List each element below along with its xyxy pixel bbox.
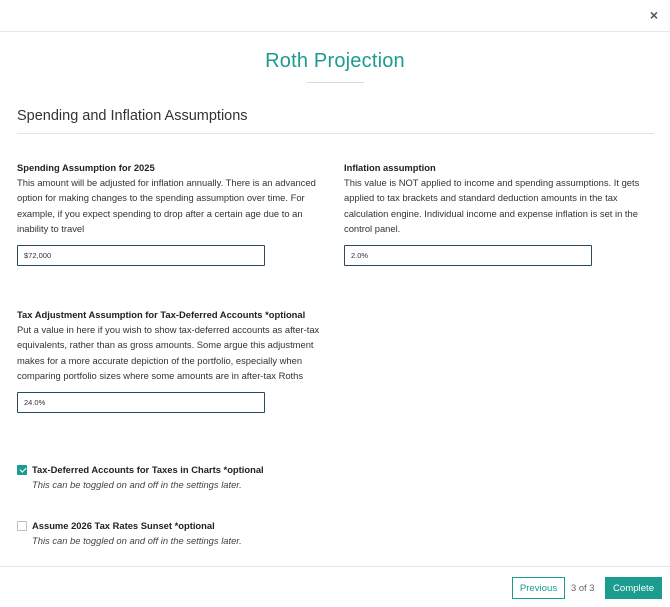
spending-assumption-input[interactable]: [17, 245, 265, 266]
inflation-assumption-description: This value is NOT applied to income and spending assumptions. It gets applied to tax brackets and standard deduction amounts in the tax calculation engine. Individual income and expense inflation is set in the control panel.: [344, 177, 640, 234]
inflation-assumption-field: [344, 160, 649, 266]
step-indicator: 3 of 3: [571, 582, 595, 593]
section-divider: [17, 133, 654, 134]
spending-assumption-field: [17, 160, 325, 266]
tax-sunset-option: [17, 518, 417, 548]
tax-sunset-checkbox[interactable]: [17, 521, 27, 531]
previous-button[interactable]: Previous: [512, 577, 565, 599]
spending-assumption-description: This amount will be adjusted for inflation annually. There is an advanced option for making changes to the spending assumption over time. For example, if you expect spending to drop after a certain age due to an inability to travel: [17, 177, 316, 234]
spending-assumption-label: Spending Assumption for 2025: [17, 162, 155, 173]
tax-deferred-charts-checkbox[interactable]: [17, 465, 27, 475]
tax-sunset-toggle[interactable]: [17, 518, 417, 533]
header-divider: [0, 31, 670, 32]
tax-sunset-label[interactable]: Assume 2026 Tax Rates Sunset *optional: [32, 520, 215, 531]
tax-sunset-hint: This can be toggled on and off in the settings later.: [32, 535, 242, 546]
inflation-assumption-label: Inflation assumption: [344, 162, 436, 173]
title-underline: [307, 82, 364, 83]
modal-title: Roth Projection: [265, 50, 405, 72]
inflation-assumption-input[interactable]: [344, 245, 592, 266]
complete-button[interactable]: Complete: [605, 577, 662, 599]
tax-adjustment-input[interactable]: [17, 392, 265, 413]
section-title: Spending and Inflation Assumptions: [17, 108, 248, 124]
tax-deferred-charts-label[interactable]: Tax-Deferred Accounts for Taxes in Charts *optional: [32, 464, 264, 475]
tax-deferred-charts-toggle[interactable]: [17, 462, 417, 477]
tax-deferred-charts-option: [17, 462, 417, 492]
tax-adjustment-description: Put a value in here if you wish to show tax-deferred accounts as after-tax equivalents, rather than as gross amounts. Some argue this adjustment makes for a more accurate depiction of the portfolio, especially when comparing portfolio sizes where some amounts are in after-tax Roths: [17, 324, 320, 381]
footer-divider: [0, 566, 670, 567]
tax-adjustment-label: Tax Adjustment Assumption for Tax-Deferred Accounts *optional: [17, 309, 306, 320]
tax-deferred-charts-hint: This can be toggled on and off in the settings later.: [32, 479, 242, 490]
tax-adjustment-field: [17, 307, 325, 413]
close-icon[interactable]: ×: [649, 7, 659, 23]
